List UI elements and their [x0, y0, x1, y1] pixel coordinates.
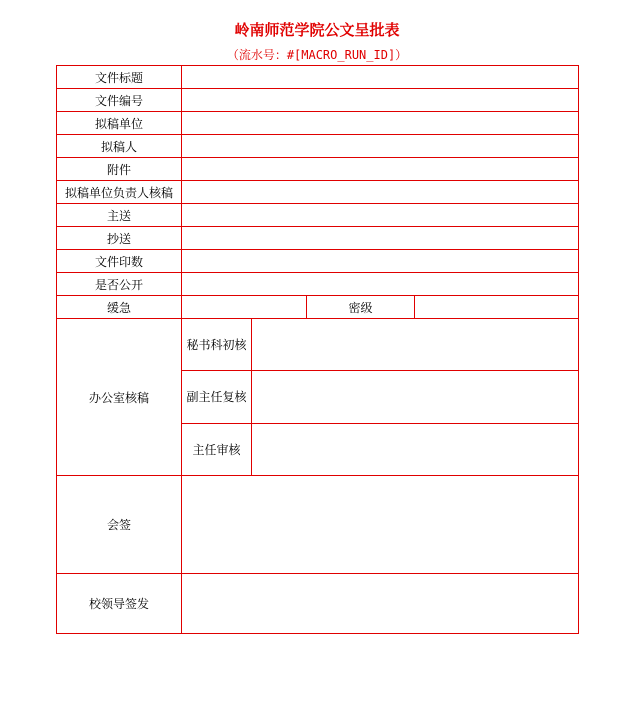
attachment-field[interactable] — [182, 158, 579, 181]
row-cc — [57, 227, 579, 250]
cc-field[interactable] — [182, 227, 579, 250]
row-print-count — [57, 250, 579, 273]
label-main-recipient: 主送 — [57, 204, 182, 227]
secrecy-field[interactable] — [415, 296, 579, 319]
doc-title-field[interactable] — [182, 66, 579, 89]
label-leader-sign: 校领导签发 — [57, 574, 182, 634]
label-attachment: 附件 — [57, 158, 182, 181]
label-cc: 抄送 — [57, 227, 182, 250]
form-title: 岭南师范学院公文呈批表 — [234, 21, 400, 39]
label-doc-number: 文件编号 — [57, 89, 182, 112]
drafting-unit-field[interactable] — [182, 112, 579, 135]
row-main-recipient — [57, 204, 579, 227]
urgency-field[interactable] — [182, 296, 307, 319]
row-doc-title — [57, 66, 579, 89]
approval-form-table — [56, 65, 579, 634]
print-count-field[interactable] — [182, 250, 579, 273]
label-print-count: 文件印数 — [57, 250, 182, 273]
label-secretary-first: 秘书科初核 — [182, 319, 252, 371]
label-director: 主任审核 — [182, 424, 252, 476]
drafter-field[interactable] — [182, 135, 579, 158]
label-deputy-director: 副主任复核 — [182, 371, 252, 424]
row-unit-head-review — [57, 181, 579, 204]
row-attachment — [57, 158, 579, 181]
row-drafter — [57, 135, 579, 158]
director-field[interactable] — [252, 424, 579, 476]
serial-number: （流水号：#[MACRO_RUN_ID]） — [226, 48, 408, 62]
row-urgency-secrecy — [57, 296, 579, 319]
label-countersign: 会签 — [57, 476, 182, 574]
label-office-review: 办公室核稿 — [57, 319, 182, 476]
row-secretary-first — [57, 319, 579, 371]
label-urgency: 缓急 — [57, 296, 182, 319]
label-unit-head-review: 拟稿单位负责人核稿 — [57, 181, 182, 204]
unit-head-review-field[interactable] — [182, 181, 579, 204]
row-public — [57, 273, 579, 296]
deputy-director-field[interactable] — [252, 371, 579, 424]
public-field[interactable] — [182, 273, 579, 296]
row-drafting-unit — [57, 112, 579, 135]
countersign-field[interactable] — [182, 476, 579, 574]
leader-sign-field[interactable] — [182, 574, 579, 634]
row-leader-sign — [57, 574, 579, 634]
doc-number-field[interactable] — [182, 89, 579, 112]
row-countersign — [57, 476, 579, 574]
row-doc-number — [57, 89, 579, 112]
label-drafter: 拟稿人 — [57, 135, 182, 158]
label-public: 是否公开 — [57, 273, 182, 296]
label-drafting-unit: 拟稿单位 — [57, 112, 182, 135]
label-secrecy: 密级 — [307, 296, 415, 319]
main-recipient-field[interactable] — [182, 204, 579, 227]
secretary-first-field[interactable] — [252, 319, 579, 371]
label-doc-title: 文件标题 — [57, 66, 182, 89]
